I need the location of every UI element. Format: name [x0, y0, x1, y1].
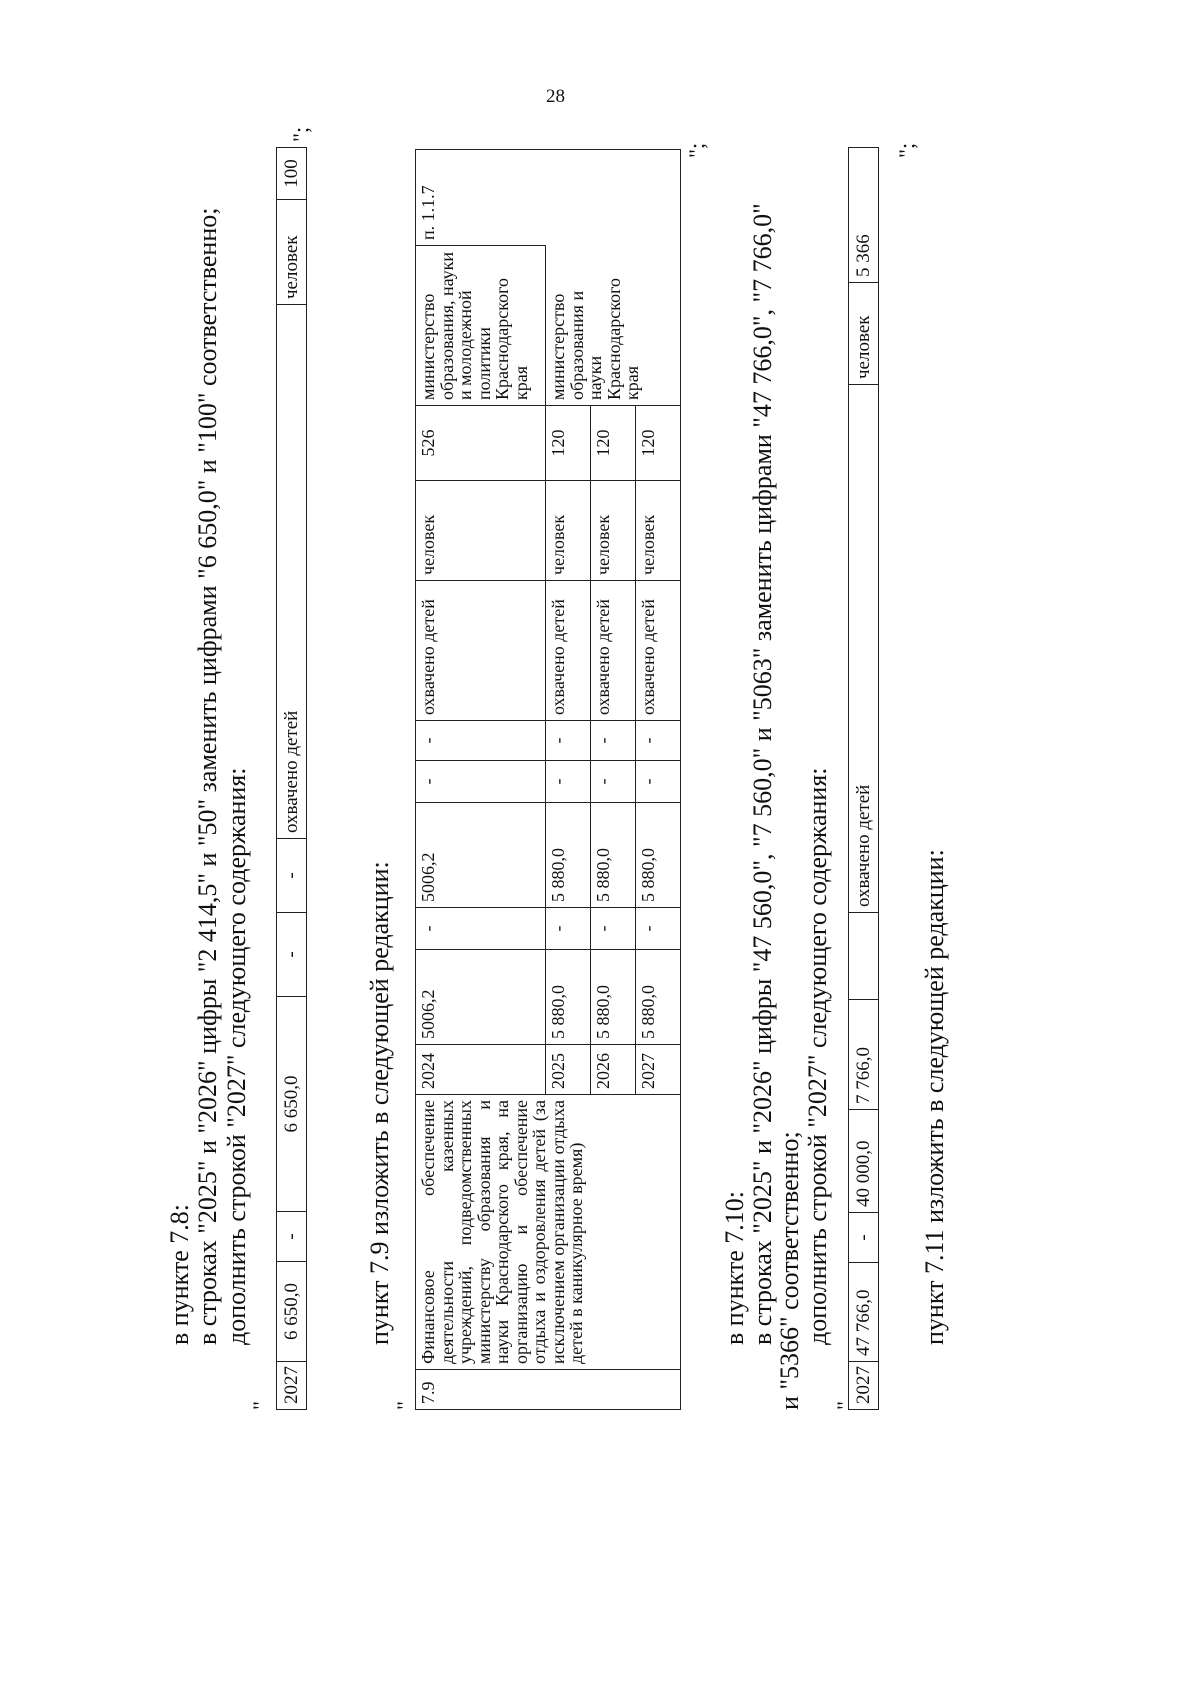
- cell: -: [546, 761, 591, 803]
- cell: -: [849, 1213, 879, 1263]
- cell: 6 650,0: [277, 997, 307, 1212]
- section-7-8-text: в строках "2025" и "2026" цифры "2 414,5" и "50" заменить цифрами "6 650,0" и "100" соответственно;: [193, 207, 222, 1345]
- close-quote: ";: [894, 142, 919, 158]
- cell: -: [277, 913, 307, 997]
- cell: -: [277, 1212, 307, 1262]
- section-7-9-heading: пункт 7.9 изложить в следующей редакции:: [365, 861, 394, 1345]
- cell: -: [416, 908, 546, 950]
- cell-indicator: охвачено детей: [546, 581, 591, 721]
- section-7-10-text: в строках "2025" и "2026" цифры "47 560,0", "7 560,0" и "5063" заменить цифрами "47 766,0", "7 766,0": [748, 203, 777, 1345]
- table-7-9: [415, 149, 681, 1410]
- cell: -: [416, 721, 546, 761]
- cell: -: [277, 839, 307, 913]
- cell-indicator: охвачено детей: [277, 305, 307, 839]
- cell-total: 5 880,0: [636, 950, 681, 1045]
- cell: 40 000,0: [849, 1110, 879, 1213]
- page-number: 28: [546, 86, 565, 107]
- cell-executor: министерство образования и науки Краснодарского края: [546, 246, 681, 406]
- open-quote: ": [392, 1401, 417, 1410]
- rotated-page-content: [150, 120, 950, 1420]
- cell-year: 2024: [416, 1045, 546, 1095]
- cell-unit: человек: [591, 481, 636, 581]
- cell: [849, 913, 879, 1000]
- cell-unit: человек: [636, 481, 681, 581]
- cell: -: [636, 721, 681, 761]
- cell-value: 120: [636, 406, 681, 481]
- cell-unit: человек: [546, 481, 591, 581]
- cell-indicator: охвачено детей: [636, 581, 681, 721]
- cell: 5 880,0: [636, 803, 681, 908]
- close-quote: ";: [684, 142, 709, 158]
- table-row: [849, 148, 879, 1410]
- cell-value: 5 366: [849, 148, 879, 283]
- open-quote: ": [248, 1401, 273, 1410]
- cell-value: 120: [591, 406, 636, 481]
- section-7-10-add-row: дополнить строкой "2027" следующего содержания:: [803, 767, 832, 1345]
- cell-executor: министерство образования, науки и молодежной политики Краснодарского края: [416, 246, 546, 406]
- open-quote: ": [832, 1401, 857, 1410]
- table-7-8-row: [276, 147, 307, 1410]
- cell-total: 47 766,0: [849, 1263, 879, 1362]
- cell: -: [591, 908, 636, 950]
- cell-total: 5006,2: [416, 950, 546, 1045]
- cell-year: 2027: [636, 1045, 681, 1095]
- cell-year: 2025: [546, 1045, 591, 1095]
- cell-value: 526: [416, 406, 546, 481]
- cell: -: [591, 721, 636, 761]
- cell: -: [636, 908, 681, 950]
- cell: 7 766,0: [849, 1000, 879, 1110]
- cell-unit: человек: [849, 283, 879, 385]
- cell: 5 880,0: [546, 803, 591, 908]
- cell-value: 100: [277, 148, 307, 200]
- section-7-10-text-cont: и "5366" соответственно;: [775, 1131, 804, 1410]
- cell-year: 2027: [849, 1362, 879, 1410]
- cell: -: [591, 761, 636, 803]
- cell: -: [546, 908, 591, 950]
- cell-indicator: охвачено детей: [591, 581, 636, 721]
- cell-value: 120: [546, 406, 591, 481]
- close-quote: ";: [288, 126, 313, 142]
- cell-total: 5 880,0: [591, 950, 636, 1045]
- table-row: [277, 148, 307, 1410]
- cell-total: 5 880,0: [546, 950, 591, 1045]
- cell-year: 2027: [277, 1362, 307, 1410]
- cell-number: 7.9: [416, 1370, 681, 1410]
- section-7-10-heading: в пункте 7.10:: [720, 1190, 749, 1345]
- cell-reference: п. 1.1.7: [416, 150, 681, 246]
- section-7-8-add-row: дополнить строкой "2027" следующего содержания:: [222, 767, 251, 1345]
- cell-total: 6 650,0: [277, 1262, 307, 1362]
- cell-year: 2026: [591, 1045, 636, 1095]
- cell: -: [636, 761, 681, 803]
- cell-unit: человек: [277, 200, 307, 305]
- table-7-10-row: [848, 147, 879, 1410]
- cell: 5 880,0: [591, 803, 636, 908]
- cell-indicator: охвачено детей: [416, 581, 546, 721]
- cell: 5006,2: [416, 803, 546, 908]
- cell-unit: человек: [416, 481, 546, 581]
- cell-description: Финансовое обеспечение деятельности казенных учреждений, подведомственных министерству образования и науки Краснодарского края, на организацию и обеспечение отдыха и оздоровления детей (за исключением организации отдыха детей в каникулярное время): [416, 1095, 681, 1370]
- cell-indicator: охвачено детей: [849, 385, 879, 913]
- table-row: [416, 150, 546, 1410]
- section-7-8-heading: в пункте 7.8:: [165, 1203, 194, 1345]
- cell: -: [416, 761, 546, 803]
- cell: -: [546, 721, 591, 761]
- section-7-11-heading: пункт 7.11 изложить в следующей редакции:: [920, 849, 949, 1345]
